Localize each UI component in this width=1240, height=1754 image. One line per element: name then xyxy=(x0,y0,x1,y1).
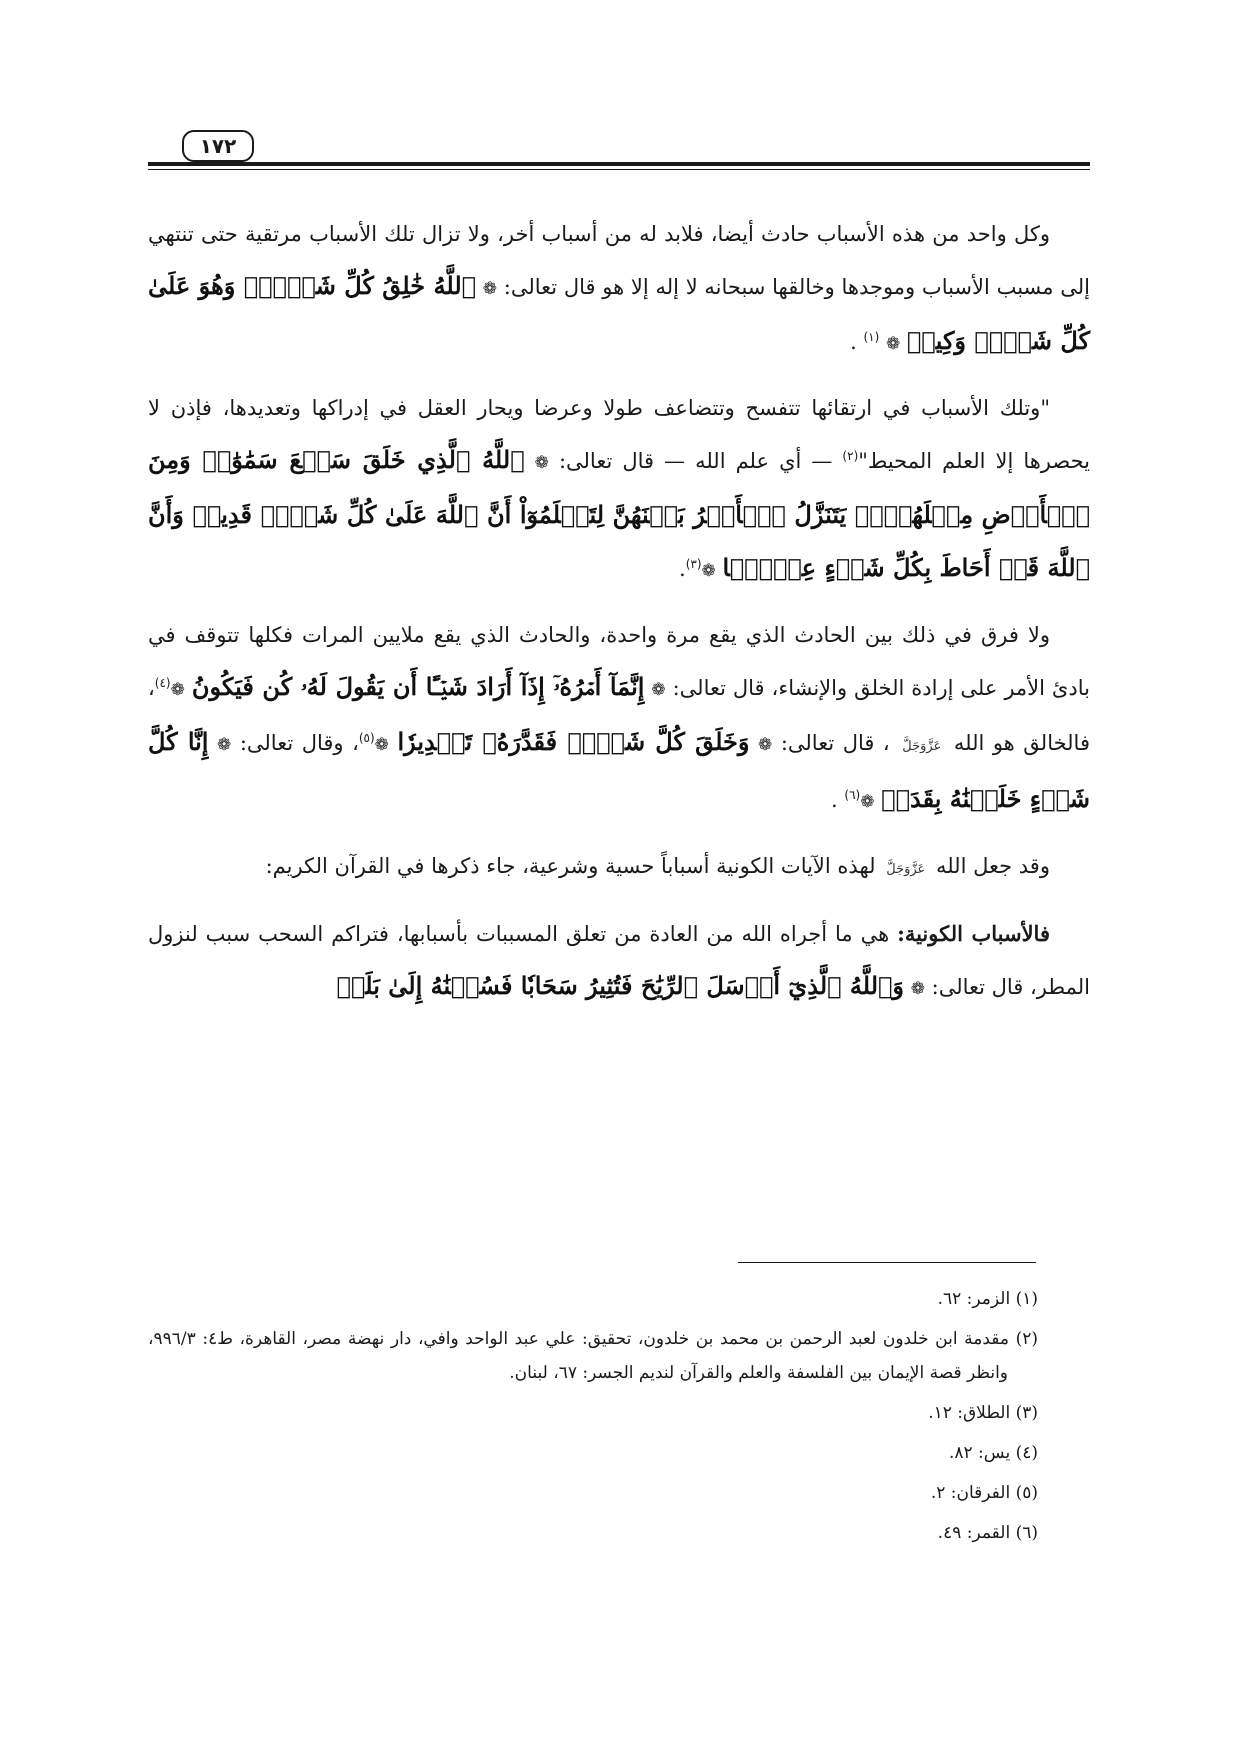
footnote-ref: (٥) xyxy=(358,731,375,745)
verse-ornament-close: ❁ xyxy=(885,334,901,354)
paragraph-4 xyxy=(148,840,1090,896)
header-rule-thick xyxy=(148,162,1090,166)
verse-ornament-open: ❁ xyxy=(534,453,549,473)
paragraph-5-text: هي ما أجراه الله من العادة من تعلق المسببات بأسبابها، فتراكم السحب سبب لنزول المطر، قال تعالى: xyxy=(148,922,1090,999)
footnote-ref: (٦) xyxy=(844,788,861,802)
footnote-6: (٦) القمر: ٤٩. xyxy=(937,1523,1038,1543)
verse-ornament-open: ❁ xyxy=(758,735,773,755)
header-rule-thin xyxy=(148,169,1090,170)
paragraph-5 xyxy=(148,908,1090,1015)
footnote-ref: (٣) xyxy=(685,557,702,571)
verse-ornament-close: ❁ xyxy=(701,561,716,581)
punctuation: . xyxy=(850,330,864,354)
quran-verse: ٱللَّهُ ٱلَّذِي خَلَقَ سَبۡعَ سَمَٰوَٰتٖ وَمِنَ ٱلۡأَرۡضِ مِثۡلَهُنَّۖ يَتَنَزَّلُ ٱلۡأَمۡرُ بَيۡنَهُنَّ لِتَعۡلَمُوٓاْ أَنَّ ٱللَّهَ عَلَىٰ كُلِّ شَيۡءٖ قَدِيرٞ وَأَنَّ ٱللَّهَ قَدۡ أَحَاطَ بِكُلِّ شَيۡءٍ عِلۡمَۢا xyxy=(148,445,1090,582)
paragraph-3-mid: ، قال تعالى: xyxy=(772,731,899,755)
honorific-glyph: عَزَّوَجَلَّ xyxy=(902,739,942,754)
paragraph-3-text: ولا فرق في ذلك بين الحادث الذي يقع مرة واحدة، والحادث الذي يقع ملايين المرات فكلها تتوقف في بادئ الأمر على إرادة الخلق والإنشاء، قال تعالى: xyxy=(148,623,1090,700)
footnote-ref: (٢) xyxy=(842,449,859,463)
main-text xyxy=(148,208,1090,1027)
punctuation: . xyxy=(831,788,845,812)
footnotes xyxy=(148,1282,1038,1556)
quran-verse: ٱللَّهُ خَٰلِقُ كُلِّ شَيۡءٖۖ وَهُوَ عَلَىٰ كُلِّ شَيۡءٖ وَكِيلٞ xyxy=(148,271,1090,355)
paragraph-2 xyxy=(148,382,1090,597)
verse-ornament-open: ❁ xyxy=(482,279,498,299)
paragraph-1-text: وكل واحد من هذه الأسباب حادث أيضا، فلابد له من أسباب أخر، ولا تزال تلك الأسباب مرتقية حتى تنتهي إلى مسبب الأسباب وموجدها وخالقها سبحانه لا إله إلا هو قال تعالى: xyxy=(148,222,1090,299)
verse-ornament-close: ❁ xyxy=(170,680,185,700)
honorific-glyph: عَزَّوَجَلَّ xyxy=(886,862,926,877)
punctuation: . xyxy=(679,557,686,581)
footnote-2: (٢) مقدمة ابن خلدون لعبد الرحمن بن محمد بن خلدون، تحقيق: علي عبد الواحد وافي، دار نهضة مصر، القاهرة، ط٤: ٩٩٦/٣، وانظر قصة الإيمان بين الفلسفة والعلم والقرآن لنديم الجسر: ٦٧، لبنان. xyxy=(148,1329,1039,1383)
verse-ornament-close: ❁ xyxy=(374,735,389,755)
paragraph-3 xyxy=(148,609,1090,828)
footnote-1: (١) الزمر: ٦٢. xyxy=(937,1289,1038,1309)
page-number: ١٧٢ xyxy=(182,130,254,162)
quran-verse: وَٱللَّهُ ٱلَّذِيٓ أَرۡسَلَ ٱلرِّيَٰحَ فَتُثِيرُ سَحَابٗا فَسُقۡنَٰهُ إِلَىٰ بَلَدٖ xyxy=(336,971,905,1000)
paragraph-1 xyxy=(148,208,1090,370)
paragraph-2-text: "وتلك الأسباب في ارتقائها تتفسح وتتضاعف طولا وعرضا ويحار العقل في إدراكها وتعديدها، فإذن لا يحصرها إلا العلم المحيط" xyxy=(148,396,1090,473)
footnote-5: (٥) الفرقان: ٢. xyxy=(930,1483,1038,1503)
paragraph-4-text: وقد جعل الله xyxy=(929,854,1050,878)
footnote-ref: (١) xyxy=(863,330,880,344)
paragraph-2-mid: — أي علم الله — قال تعالى: xyxy=(548,449,843,473)
footnote-separator xyxy=(738,1262,1036,1263)
quran-verse: إِنَّمَآ أَمۡرُهُۥٓ إِذَآ أَرَادَ شَيۡـًٔا أَن يَقُولَ لَهُۥ كُن فَيَكُونُ xyxy=(191,672,645,701)
footnote-4: (٤) يس: ٨٢. xyxy=(948,1443,1038,1463)
verse-ornament-open: ❁ xyxy=(651,680,666,700)
paragraph-4-text: لهذه الآيات الكونية أسباباً حسية وشرعية، جاء ذكرها في القرآن الكريم: xyxy=(265,854,883,878)
verse-ornament-open: ❁ xyxy=(910,979,925,999)
paragraph-3-mid: ، وقال تعالى: xyxy=(231,731,359,755)
section-term: فالأسباب الكونية: xyxy=(897,921,1050,946)
verse-ornament-open: ❁ xyxy=(217,735,232,755)
quran-verse: وَخَلَقَ كُلَّ شَيۡءٖ فَقَدَّرَهُۥ تَقۡدِيرٗا xyxy=(397,727,750,756)
verse-ornament-close: ❁ xyxy=(860,792,875,812)
footnote-3: (٣) الطلاق: ١٢. xyxy=(928,1403,1038,1423)
quran-verse: إِنَّا كُلَّ شَيۡءٍ خَلَقۡنَٰهُ بِقَدَرٖ xyxy=(148,727,1090,813)
page-header xyxy=(148,130,1090,170)
footnote-ref: (٤) xyxy=(154,676,171,690)
paragraph-3-mid: ، فالخالق هو الله xyxy=(148,676,1090,755)
